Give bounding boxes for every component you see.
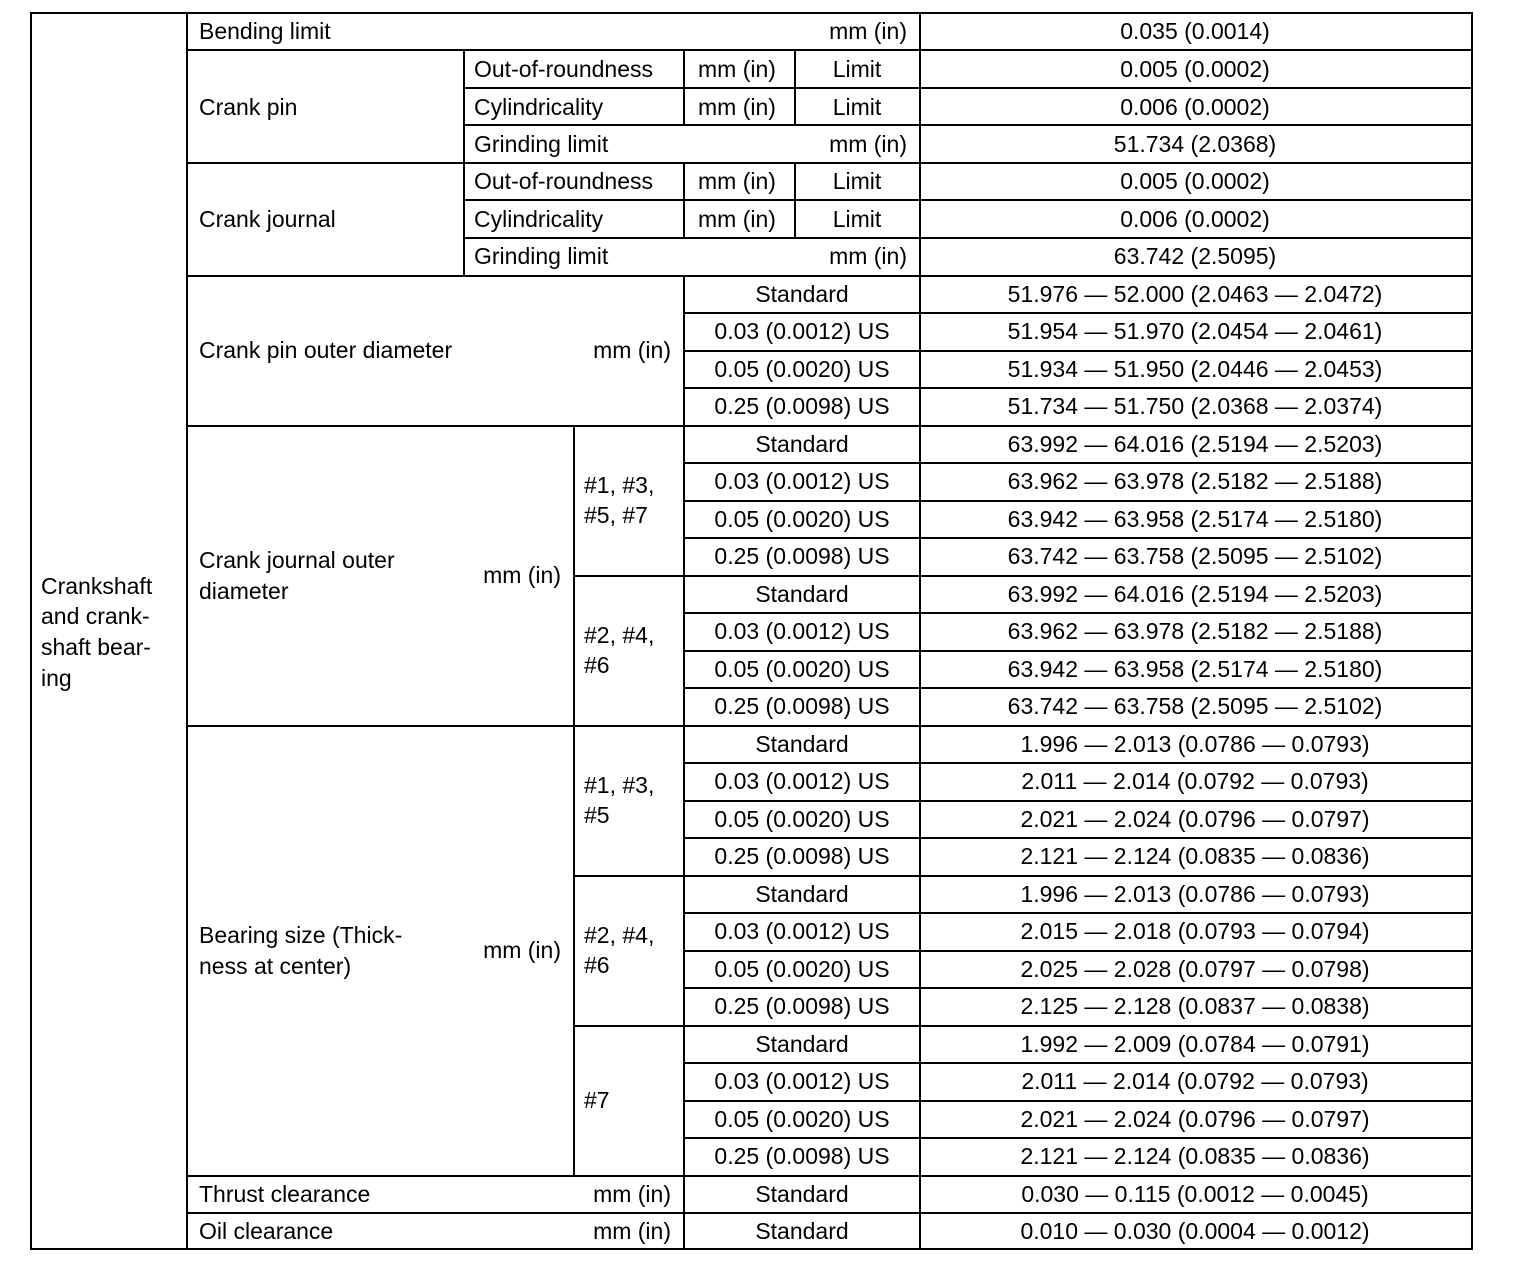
bearing-b-grade-std: Standard	[755, 881, 849, 907]
journal-od-b-value-std: 63.992 — 64.016 (2.5194 — 2.5203)	[1007, 581, 1383, 607]
bearing-c-value-003: 2.011 — 2.014 (0.0792 — 0.0793)	[1021, 1068, 1369, 1094]
bearing-a-grade-003: 0.03 (0.0012) US	[714, 768, 890, 794]
journal-od-b-value-005: 63.942 — 63.958 (2.5174 — 2.5180)	[1007, 656, 1383, 682]
bearing-a-value-std: 1.996 — 2.013 (0.0786 — 0.0793)	[1020, 731, 1370, 757]
journal-od-group-a-line-2: #5, #7	[584, 502, 648, 528]
journal-od-a-grade-005: 0.05 (0.0020) US	[714, 506, 890, 532]
crank-journal-oor-label: Out-of-roundness	[474, 168, 653, 194]
bending-limit-value: 0.035 (0.0014)	[1120, 18, 1270, 44]
crank-pin-cyl-label: Cylindricality	[474, 94, 604, 120]
bearing-unit: mm (in)	[483, 937, 561, 963]
bearing-a-value-003: 2.011 — 2.014 (0.0792 — 0.0793)	[1021, 768, 1369, 794]
bearing-c-grade-003: 0.03 (0.0012) US	[714, 1068, 890, 1094]
journal-od-group-a-line-1: #1, #3,	[584, 472, 655, 498]
crank-pin-grind-unit: mm (in)	[829, 131, 907, 157]
bending-limit-label: Bending limit	[199, 18, 331, 44]
thrust-label: Thrust clearance	[199, 1181, 371, 1207]
journal-od-a-grade-025: 0.25 (0.0098) US	[714, 543, 890, 569]
crank-pin-label: Crank pin	[199, 94, 298, 120]
oil-label: Oil clearance	[199, 1218, 334, 1244]
journal-od-b-grade-025: 0.25 (0.0098) US	[714, 693, 890, 719]
crank-pin-oor-limit: Limit	[832, 56, 882, 82]
pin-od-grade-003: 0.03 (0.0012) US	[714, 318, 890, 344]
journal-od-b-value-003: 63.962 — 63.978 (2.5182 — 2.5188)	[1007, 618, 1383, 644]
crank-journal-cyl-limit: Limit	[832, 206, 882, 232]
bearing-group-c: #7	[584, 1087, 610, 1113]
crank-pin-grind-label: Grinding limit	[474, 131, 609, 157]
crank-pin-cyl-value: 0.006 (0.0002)	[1120, 94, 1270, 120]
oil-grade: Standard	[755, 1218, 849, 1244]
crank-journal-cyl-label: Cylindricality	[474, 206, 604, 232]
group-label-line-1: Crankshaft	[41, 573, 153, 599]
pin-od-value-025: 51.734 — 51.750 (2.0368 — 2.0374)	[1007, 393, 1383, 419]
crank-pin-cyl-limit: Limit	[832, 94, 882, 120]
bearing-c-value-025: 2.121 — 2.124 (0.0835 — 0.0836)	[1020, 1143, 1370, 1169]
thrust-grade: Standard	[755, 1181, 849, 1207]
journal-od-a-grade-std: Standard	[755, 431, 849, 457]
crank-pin-grind-value: 51.734 (2.0368)	[1113, 131, 1277, 157]
bearing-b-grade-025: 0.25 (0.0098) US	[714, 993, 890, 1019]
journal-od-b-grade-std: Standard	[755, 581, 849, 607]
bearing-group-b-line-2: #6	[584, 952, 610, 978]
journal-od-a-value-005: 63.942 — 63.958 (2.5174 — 2.5180)	[1007, 506, 1383, 532]
journal-od-group-b-line-2: #6	[584, 652, 610, 678]
bearing-a-grade-std: Standard	[755, 731, 849, 757]
bearing-b-grade-003: 0.03 (0.0012) US	[714, 918, 890, 944]
group-label-line-3: shaft bear-	[41, 634, 151, 660]
crank-pin-cyl-unit: mm (in)	[698, 94, 776, 120]
crank-journal-oor-value: 0.005 (0.0002)	[1120, 168, 1270, 194]
bending-limit-unit: mm (in)	[829, 18, 907, 44]
bearing-a-grade-025: 0.25 (0.0098) US	[714, 843, 890, 869]
thrust-unit: mm (in)	[593, 1181, 671, 1207]
journal-od-a-value-003: 63.962 — 63.978 (2.5182 — 2.5188)	[1007, 468, 1383, 494]
thrust-value: 0.030 — 0.115 (0.0012 — 0.0045)	[1021, 1181, 1369, 1207]
bearing-b-value-003: 2.015 — 2.018 (0.0793 — 0.0794)	[1020, 918, 1370, 944]
bearing-a-grade-005: 0.05 (0.0020) US	[714, 806, 890, 832]
journal-od-b-grade-003: 0.03 (0.0012) US	[714, 618, 890, 644]
bearing-label-line-2: ness at center)	[199, 953, 352, 979]
bearing-group-a-line-1: #1, #3,	[584, 772, 655, 798]
bearing-a-value-025: 2.121 — 2.124 (0.0835 — 0.0836)	[1020, 843, 1370, 869]
pin-od-value-003: 51.954 — 51.970 (2.0454 — 2.0461)	[1007, 318, 1383, 344]
bearing-group-b-line-1: #2, #4,	[584, 922, 655, 948]
bearing-a-value-005: 2.021 — 2.024 (0.0796 — 0.0797)	[1020, 806, 1370, 832]
bearing-b-value-std: 1.996 — 2.013 (0.0786 — 0.0793)	[1020, 881, 1370, 907]
pin-od-grade-std: Standard	[755, 281, 849, 307]
journal-od-b-grade-005: 0.05 (0.0020) US	[714, 656, 890, 682]
pin-od-value-005: 51.934 — 51.950 (2.0446 — 2.0453)	[1007, 356, 1383, 382]
bearing-c-grade-std: Standard	[755, 1031, 849, 1057]
journal-od-label-line-1: Crank journal outer	[199, 547, 395, 573]
bearing-c-grade-025: 0.25 (0.0098) US	[714, 1143, 890, 1169]
crank-journal-cyl-unit: mm (in)	[698, 206, 776, 232]
journal-od-group-b-line-1: #2, #4,	[584, 622, 655, 648]
crank-journal-grind-label: Grinding limit	[474, 243, 609, 269]
journal-od-b-value-025: 63.742 — 63.758 (2.5095 — 2.5102)	[1007, 693, 1383, 719]
crank-journal-grind-value: 63.742 (2.5095)	[1113, 243, 1277, 269]
bearing-b-grade-005: 0.05 (0.0020) US	[714, 956, 890, 982]
bearing-b-value-005: 2.025 — 2.028 (0.0797 — 0.0798)	[1020, 956, 1370, 982]
bearing-c-grade-005: 0.05 (0.0020) US	[714, 1106, 890, 1132]
crank-pin-oor-unit: mm (in)	[698, 56, 776, 82]
group-label-line-2: and crank-	[41, 603, 150, 629]
bearing-c-value-std: 1.992 — 2.009 (0.0784 — 0.0791)	[1020, 1031, 1370, 1057]
journal-od-unit: mm (in)	[483, 562, 561, 588]
crank-pin-oor-label: Out-of-roundness	[474, 56, 653, 82]
bearing-label-line-1: Bearing size (Thick-	[199, 922, 403, 948]
crankshaft-spec-table	[30, 12, 1473, 1250]
crank-pin-oor-value: 0.005 (0.0002)	[1120, 56, 1270, 82]
bearing-group-a-line-2: #5	[584, 802, 610, 828]
pin-od-value-std: 51.976 — 52.000 (2.0463 — 2.0472)	[1007, 281, 1383, 307]
pin-od-label: Crank pin outer diameter	[199, 337, 453, 363]
pin-od-unit: mm (in)	[593, 337, 671, 363]
crank-journal-label: Crank journal	[199, 206, 336, 232]
crank-journal-cyl-value: 0.006 (0.0002)	[1120, 206, 1270, 232]
journal-od-a-value-025: 63.742 — 63.758 (2.5095 — 2.5102)	[1007, 543, 1383, 569]
pin-od-grade-025: 0.25 (0.0098) US	[714, 393, 890, 419]
crank-journal-oor-unit: mm (in)	[698, 168, 776, 194]
bearing-c-value-005: 2.021 — 2.024 (0.0796 — 0.0797)	[1020, 1106, 1370, 1132]
journal-od-a-value-std: 63.992 — 64.016 (2.5194 — 2.5203)	[1007, 431, 1383, 457]
pin-od-grade-005: 0.05 (0.0020) US	[714, 356, 890, 382]
group-label-line-4: ing	[41, 665, 72, 691]
bearing-b-value-025: 2.125 — 2.128 (0.0837 — 0.0838)	[1020, 993, 1370, 1019]
crank-journal-grind-unit: mm (in)	[829, 243, 907, 269]
oil-value: 0.010 — 0.030 (0.0004 — 0.0012)	[1020, 1218, 1370, 1244]
journal-od-a-grade-003: 0.03 (0.0012) US	[714, 468, 890, 494]
crank-journal-oor-limit: Limit	[832, 168, 882, 194]
journal-od-label-line-2: diameter	[199, 578, 289, 604]
oil-unit: mm (in)	[593, 1218, 671, 1244]
